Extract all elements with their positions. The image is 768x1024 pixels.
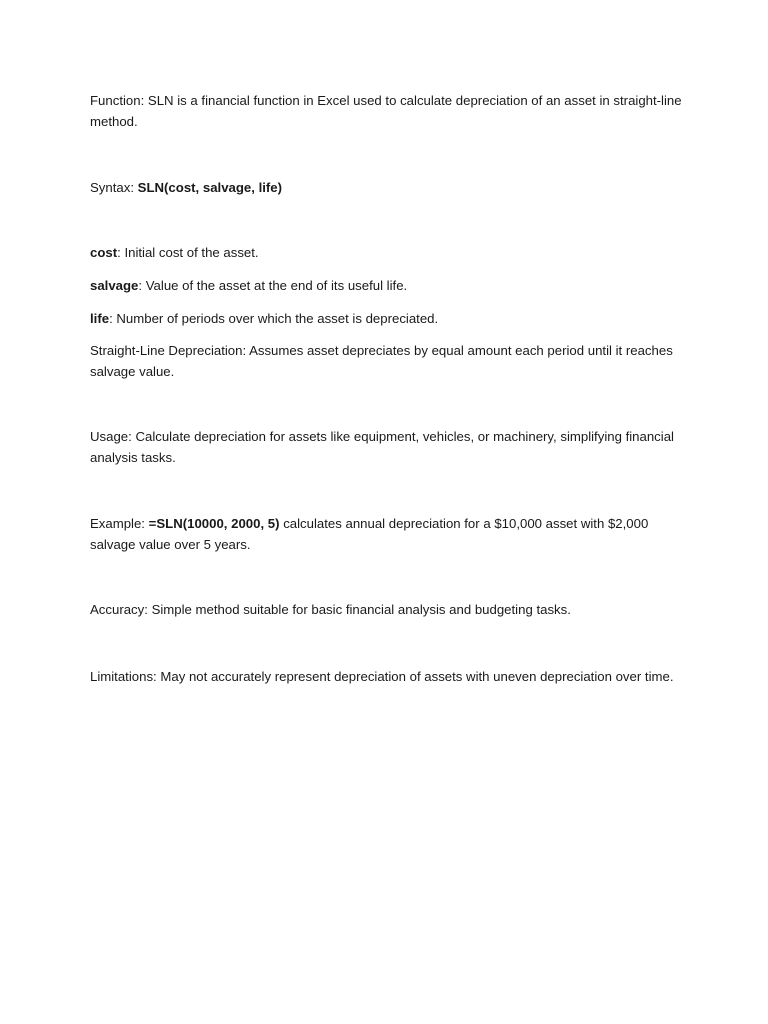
limitations-label: Limitations: — [90, 669, 157, 684]
limitations-text: May not accurately represent depreciation of assets with uneven depreciation over time. — [160, 669, 674, 684]
straight-line-paragraph — [90, 340, 690, 382]
function-label: Function: — [90, 93, 145, 108]
accuracy-label: Accuracy: — [90, 602, 148, 617]
example-formula: =SLN(10000, 2000, 5) — [148, 516, 280, 531]
limitations-paragraph — [90, 666, 690, 687]
salvage-description: : Value of the asset at the end of its useful life. — [138, 278, 408, 293]
accuracy-paragraph — [90, 599, 690, 620]
straight-line-label: Straight-Line Depreciation: — [90, 343, 247, 358]
cost-description: : Initial cost of the asset. — [117, 245, 259, 260]
usage-text: Calculate depreciation for assets like equipment, vehicles, or machinery, simplifying financial analysis tasks. — [90, 429, 674, 465]
straight-line-text: Assumes asset depreciates by equal amount each period until it reaches salvage value. — [90, 343, 673, 379]
example-label: Example: — [90, 516, 145, 531]
usage-paragraph — [90, 426, 690, 468]
syntax-formula: SLN(cost, salvage, life) — [137, 180, 283, 195]
usage-label: Usage: — [90, 429, 132, 444]
accuracy-text: Simple method suitable for basic financial analysis and budgeting tasks. — [151, 602, 571, 617]
cost-argument — [90, 242, 690, 263]
function-text: SLN is a financial function in Excel used to calculate depreciation of an asset in straight-line method. — [90, 93, 682, 129]
cost-name: cost — [90, 245, 118, 260]
example-paragraph — [90, 513, 690, 555]
life-name: life — [90, 311, 110, 326]
salvage-name: salvage — [90, 278, 139, 293]
example-text: calculates annual depreciation for a $10,000 asset with $2,000 salvage value over 5 years. — [90, 516, 649, 552]
syntax-label: Syntax: — [90, 180, 134, 195]
syntax-paragraph — [90, 177, 690, 198]
life-argument — [90, 308, 690, 329]
function-paragraph — [90, 90, 690, 132]
life-description: : Number of periods over which the asset is depreciated. — [109, 311, 439, 326]
salvage-argument — [90, 275, 690, 296]
